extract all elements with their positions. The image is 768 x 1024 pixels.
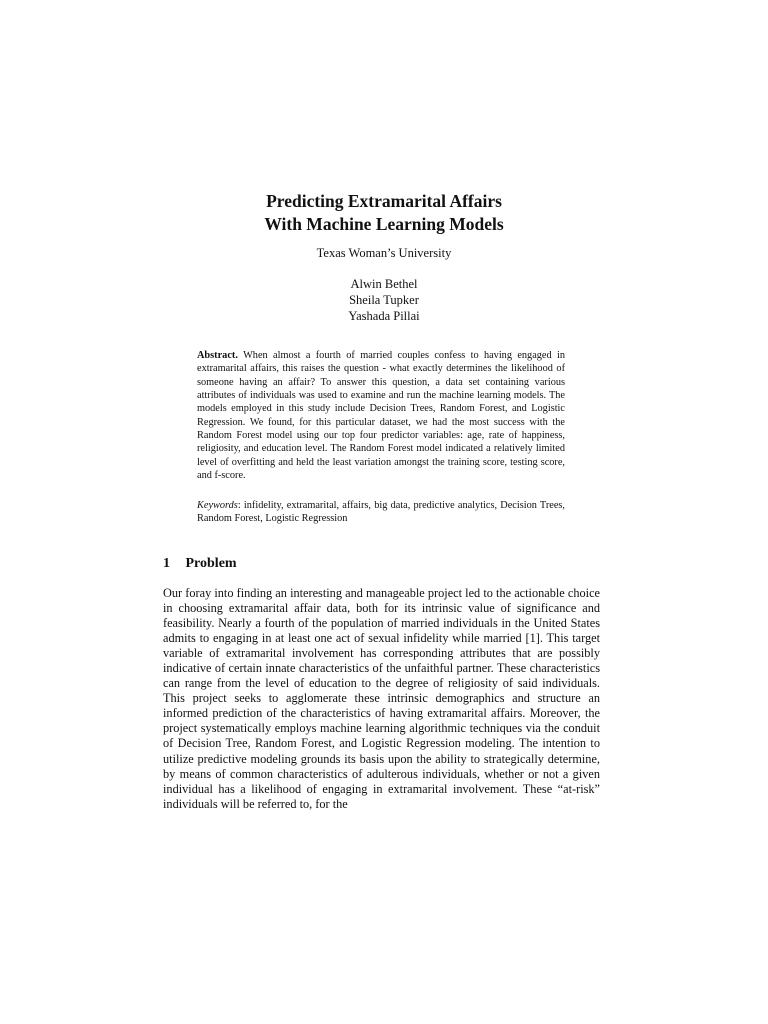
- keywords-text: infidelity, extramarital, affairs, big data, predictive analytics, Decision Trees, Random Forest, Logistic Regression: [197, 500, 565, 525]
- keywords: [197, 499, 565, 526]
- section-body-paragraph: Our foray into finding an interesting and manageable project led to the actionable choice in choosing extramarital affair data, both for its intrinsic value of significance and feasibility. Nearly a fourth of the population of married individuals in the United States admits to engaging in at least one act of sexual infidelity while married [1]. This target variable of extramarital involvement has corresponding attributes that are possibly indicative of certain innate characteristics of the unfaithful partner. These characteristics can range from the level of education to the degree of religiosity of said individuals. This project seeks to agglomerate these intrinsic demographics and structure an informed prediction of the characteristics of having extramarital affairs. Moreover, the project systematically employs machine learning algorithmic techniques via the conduit of Decision Tree, Random Forest, and Logistic Regression modeling. The intention to utilize predictive modeling grounds its basis upon the ability to strategically determine, by means of common characteristics of adulterous individuals, whether or not a given individual has a likelihood of engaging in extramarital involvement. These “at-risk” individuals will be referred to, for the: [163, 586, 600, 811]
- paper-title: [0, 190, 768, 236]
- paper-title-line-2: With Machine Learning Models: [264, 214, 504, 234]
- section-heading: [163, 555, 237, 573]
- author-name: Sheila Tupker: [349, 293, 419, 307]
- abstract: [197, 349, 565, 482]
- keywords-label: Keywords: [197, 500, 238, 511]
- author-list: [0, 276, 768, 324]
- affiliation: Texas Woman’s University: [316, 246, 452, 260]
- keywords-colon: :: [237, 500, 244, 511]
- abstract-label: Abstract.: [197, 350, 238, 361]
- section-title: Problem: [185, 556, 237, 571]
- abstract-text: When almost a fourth of married couples confess to having engaged in extramarital affairs, this raises the question - what exactly determines the likelihood of someone having an affair? To answer this question, a data set containing various attributes of individuals was used to examine and run the machine learning models. The models employed in this study include Decision Trees, Random Forest, and Logistic Regression. We found, for this particular dataset, we had the most success with the Random Forest model using our top four predictor variables: age, rate of happiness, religiosity, and education level. The Random Forest model indicated a relatively limited level of overfitting and held the least variation amongst the training score, testing score, and f-score.: [197, 350, 565, 482]
- paper-title-line-1: Predicting Extramarital Affairs: [266, 191, 502, 211]
- section-number: 1: [163, 556, 170, 571]
- author-name: Yashada Pillai: [348, 309, 420, 323]
- author-name: Alwin Bethel: [350, 277, 418, 291]
